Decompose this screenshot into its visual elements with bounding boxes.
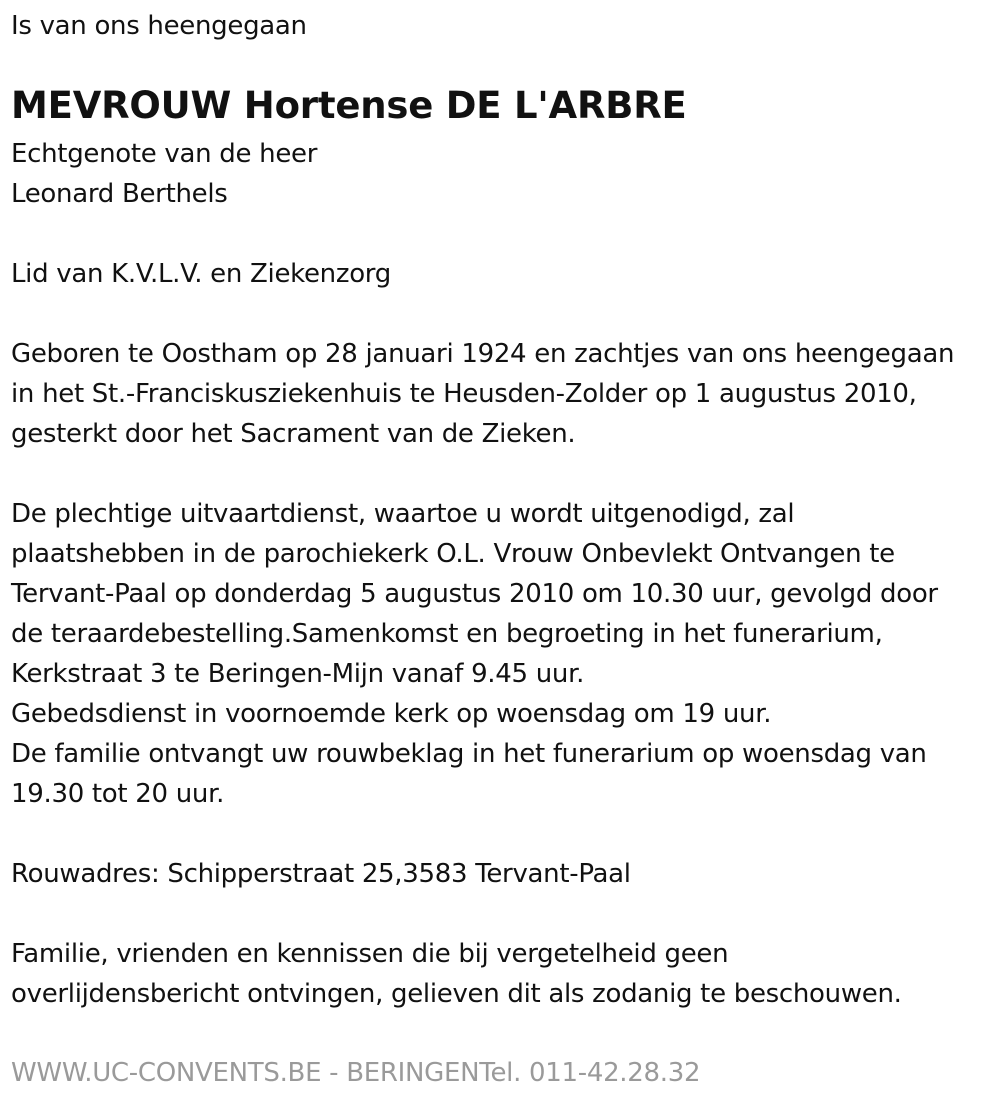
birth-death-block bbox=[11, 334, 954, 454]
paragraph-line: de teraardebestelling.Samenkomst en begroeting in het funerarium, bbox=[11, 619, 883, 649]
intro-text: Is van ons heengegaan bbox=[11, 11, 307, 41]
paragraph-line: Familie, vrienden en kennissen die bij vergetelheid geen bbox=[11, 939, 729, 969]
spouse-block bbox=[11, 134, 317, 214]
paragraph-line: Tervant-Paal op donderdag 5 augustus 2010 om 10.30 uur, gevolgd door bbox=[11, 579, 938, 609]
paragraph-line: Geboren te Oostham op 28 januari 1924 en zachtjes van ons heengegaan bbox=[11, 339, 955, 369]
paragraph-line: De familie ontvangt uw rouwbeklag in het funerarium op woensdag van bbox=[11, 739, 927, 769]
membership-text: Lid van K.V.L.V. en Ziekenzorg bbox=[11, 259, 391, 289]
paragraph-line: Kerkstraat 3 te Beringen-Mijn vanaf 9.45 uur. bbox=[11, 659, 585, 689]
ceremony-block bbox=[11, 494, 938, 814]
spouse-line: Echtgenote van de heer bbox=[11, 139, 318, 169]
spouse-line: Leonard Berthels bbox=[11, 179, 228, 209]
address-block bbox=[11, 854, 631, 894]
paragraph-line: 19.30 tot 20 uur. bbox=[11, 779, 225, 809]
mourning-address: Rouwadres: Schipperstraat 25,3583 Tervant-Paal bbox=[11, 859, 631, 889]
paragraph-line: in het St.-Franciskusziekenhuis te Heusden-Zolder op 1 augustus 2010, bbox=[11, 379, 917, 409]
paragraph-line: overlijdensbericht ontvingen, gelieven dit als zodanig te beschouwen. bbox=[11, 979, 902, 1009]
paragraph-line: De plechtige uitvaartdienst, waartoe u wordt uitgenodigd, zal bbox=[11, 499, 795, 529]
footer-contact: WWW.UC-CONVENTS.BE - BERINGENTel. 011-42.28.32 bbox=[11, 1058, 701, 1088]
membership-block bbox=[11, 254, 391, 294]
paragraph-line: plaatshebben in de parochiekerk O.L. Vrouw Onbevlekt Ontvangen te bbox=[11, 539, 895, 569]
deceased-name: MEVROUW Hortense DE L'ARBRE bbox=[11, 84, 687, 127]
notice-block bbox=[11, 934, 902, 1014]
paragraph-line: Gebedsdienst in voornoemde kerk op woensdag om 19 uur. bbox=[11, 699, 772, 729]
paragraph-line: gesterkt door het Sacrament van de Zieken. bbox=[11, 419, 576, 449]
